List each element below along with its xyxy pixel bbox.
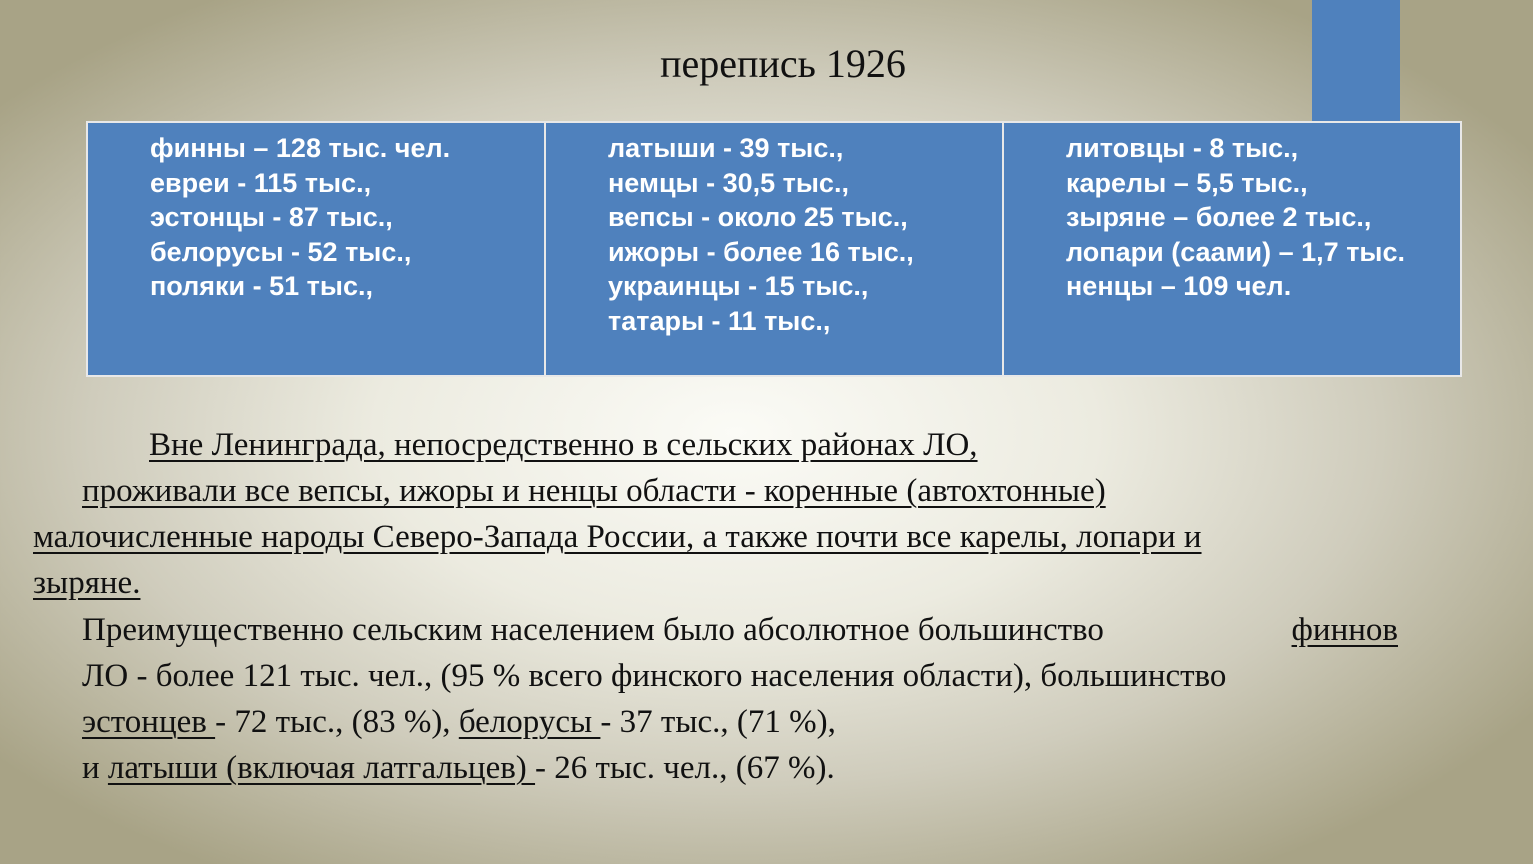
body-text: зыряне.: [33, 565, 141, 601]
table-cell: татары - 11 тыс.,: [608, 305, 831, 336]
table-cell: эстонцы - 87 тыс.,: [150, 202, 393, 232]
body-text: - 37 тыс., (71 %),: [600, 704, 836, 740]
table-cell: поляки - 51 тыс.,: [150, 271, 373, 301]
table-column-2: [546, 123, 1004, 375]
census-table: [86, 121, 1462, 377]
table-cell: латыши - 39 тыс.,: [608, 133, 844, 163]
table-cell: лопари (саами) – 1,7 тыс.: [1066, 236, 1405, 267]
highlight-finns: финнов: [1291, 612, 1398, 648]
table-cell: ненцы – 109 чел.: [1066, 271, 1292, 301]
body-text: и: [82, 750, 100, 786]
table-column-1: [88, 123, 546, 375]
paragraph-1-line-2: [82, 473, 1482, 510]
paragraph-1-line-3: [33, 519, 1433, 556]
table-cell: немцы - 30,5 тыс.,: [608, 167, 849, 198]
paragraph-1-line-4: [33, 565, 1433, 602]
paragraph-2-line-1: [82, 612, 1398, 649]
highlight-estonians: эстонцев: [82, 704, 216, 740]
table-column-3: [1004, 123, 1460, 375]
table-cell: евреи - 115 тыс.,: [150, 167, 372, 198]
table-cell: карелы – 5,5 тыс.,: [1066, 167, 1308, 198]
slide-title: перепись 1926: [660, 41, 906, 86]
body-text: Вне Ленинграда, непосредственно в сельских районах ЛО,: [149, 427, 978, 463]
body-text: Преимущественно сельским населением было абсолютное большинство: [82, 612, 1104, 648]
body-text: - 26 тыс. чел., (67 %).: [535, 750, 835, 786]
highlight-belarusians: белорусы: [458, 704, 601, 740]
table-cell: финны – 128 тыс. чел.: [150, 133, 451, 163]
paragraph-2-line-2: [82, 658, 1482, 695]
body-text: проживали все вепсы, ижоры и ненцы области - коренные (автохтонные): [82, 473, 1106, 509]
table-cell: украинцы - 15 тыс.,: [608, 271, 869, 301]
table-cell: литовцы - 8 тыс.,: [1066, 133, 1299, 163]
table-cell: зыряне – более 2 тыс.,: [1066, 202, 1372, 232]
paragraph-2-line-4: [82, 750, 1482, 787]
highlight-latvians: латыши (включая латгальцев): [107, 750, 536, 786]
table-cell: вепсы - около 25 тыс.,: [608, 202, 908, 232]
table-cell: ижоры - более 16 тыс.,: [608, 236, 914, 267]
body-text: малочисленные народы Северо-Запада России, а также почти все карелы, лопари и: [33, 519, 1202, 555]
paragraph-2-line-3: [82, 704, 1482, 741]
body-text: ЛО - более 121 тыс. чел., (95 % всего финского населения области), большинство: [82, 658, 1227, 694]
table-cell: белорусы - 52 тыс.,: [150, 236, 412, 267]
body-text: - 72 тыс., (83 %),: [215, 704, 451, 740]
paragraph-1-line-1: [149, 427, 1533, 464]
